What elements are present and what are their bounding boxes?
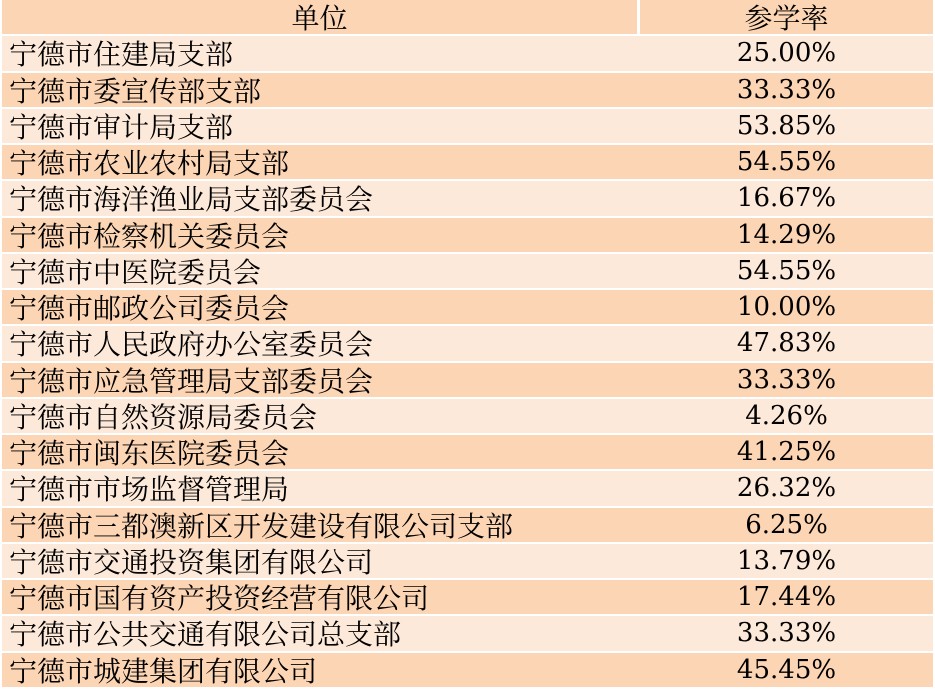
unit-cell: 宁德市邮政公司委员会	[9, 292, 290, 325]
rate-cell: 13.79%	[736, 545, 837, 576]
table-row	[2, 181, 933, 217]
unit-cell: 宁德市公共交通有限公司总支部	[9, 618, 402, 651]
unit-cell: 宁德市国有资产投资经营有限公司	[9, 582, 430, 615]
unit-cell: 宁德市三都澳新区开发建设有限公司支部	[9, 509, 514, 542]
unit-cell: 宁德市检察机关委员会	[9, 219, 290, 252]
unit-cell: 宁德市委宣传部支部	[9, 74, 262, 107]
unit-cell: 宁德市自然资源局委员会	[9, 400, 318, 433]
rate-cell: 14.29%	[736, 219, 837, 250]
rate-cell: 16.67%	[736, 183, 837, 214]
table-row	[2, 580, 933, 616]
table-row	[2, 508, 933, 544]
rate-cell: 45.45%	[736, 654, 837, 685]
table-row	[2, 616, 933, 652]
table-row	[2, 36, 933, 72]
rate-cell: 6.25%	[745, 509, 828, 540]
rate-cell: 17.44%	[736, 582, 837, 613]
unit-cell: 宁德市审计局支部	[9, 110, 234, 143]
rate-cell: 26.32%	[736, 473, 837, 504]
unit-cell: 宁德市住建局支部	[9, 38, 234, 71]
table-row	[2, 326, 933, 362]
table-row	[2, 471, 933, 507]
rate-cell: 33.33%	[736, 618, 837, 649]
table-row	[2, 290, 933, 326]
table-row	[2, 653, 933, 689]
table-row	[2, 218, 933, 254]
table-row	[2, 145, 933, 181]
rate-cell: 41.25%	[736, 437, 837, 468]
table-row	[2, 399, 933, 435]
table-header-row	[2, 0, 933, 36]
rate-cell: 54.55%	[736, 255, 837, 286]
table-row	[2, 109, 933, 145]
rate-cell: 25.00%	[736, 38, 837, 69]
table-body	[2, 36, 933, 689]
table-row	[2, 363, 933, 399]
table-row	[2, 435, 933, 471]
unit-cell: 宁德市农业农村局支部	[9, 147, 290, 180]
rate-cell: 4.26%	[745, 400, 828, 431]
table-row	[2, 544, 933, 580]
unit-cell: 宁德市市场监督管理局	[9, 473, 290, 506]
rate-cell: 33.33%	[736, 74, 837, 105]
table-row	[2, 73, 933, 109]
unit-cell: 宁德市城建集团有限公司	[9, 654, 318, 687]
column-header-unit: 单位	[2, 0, 640, 34]
unit-cell: 宁德市闽东医院委员会	[9, 437, 290, 470]
unit-cell: 宁德市交通投资集团有限公司	[9, 545, 374, 578]
rate-cell: 10.00%	[736, 292, 837, 323]
rate-cell: 33.33%	[736, 364, 837, 395]
rate-cell: 47.83%	[736, 328, 837, 359]
table-row	[2, 254, 933, 290]
unit-cell: 宁德市海洋渔业局支部委员会	[9, 183, 374, 216]
unit-cell: 宁德市应急管理局支部委员会	[9, 364, 374, 397]
column-header-rate: 参学率	[744, 2, 829, 35]
rate-cell: 53.85%	[736, 110, 837, 141]
rate-cell: 54.55%	[736, 147, 837, 178]
unit-cell: 宁德市中医院委员会	[9, 255, 262, 288]
unit-cell: 宁德市人民政府办公室委员会	[9, 328, 374, 361]
